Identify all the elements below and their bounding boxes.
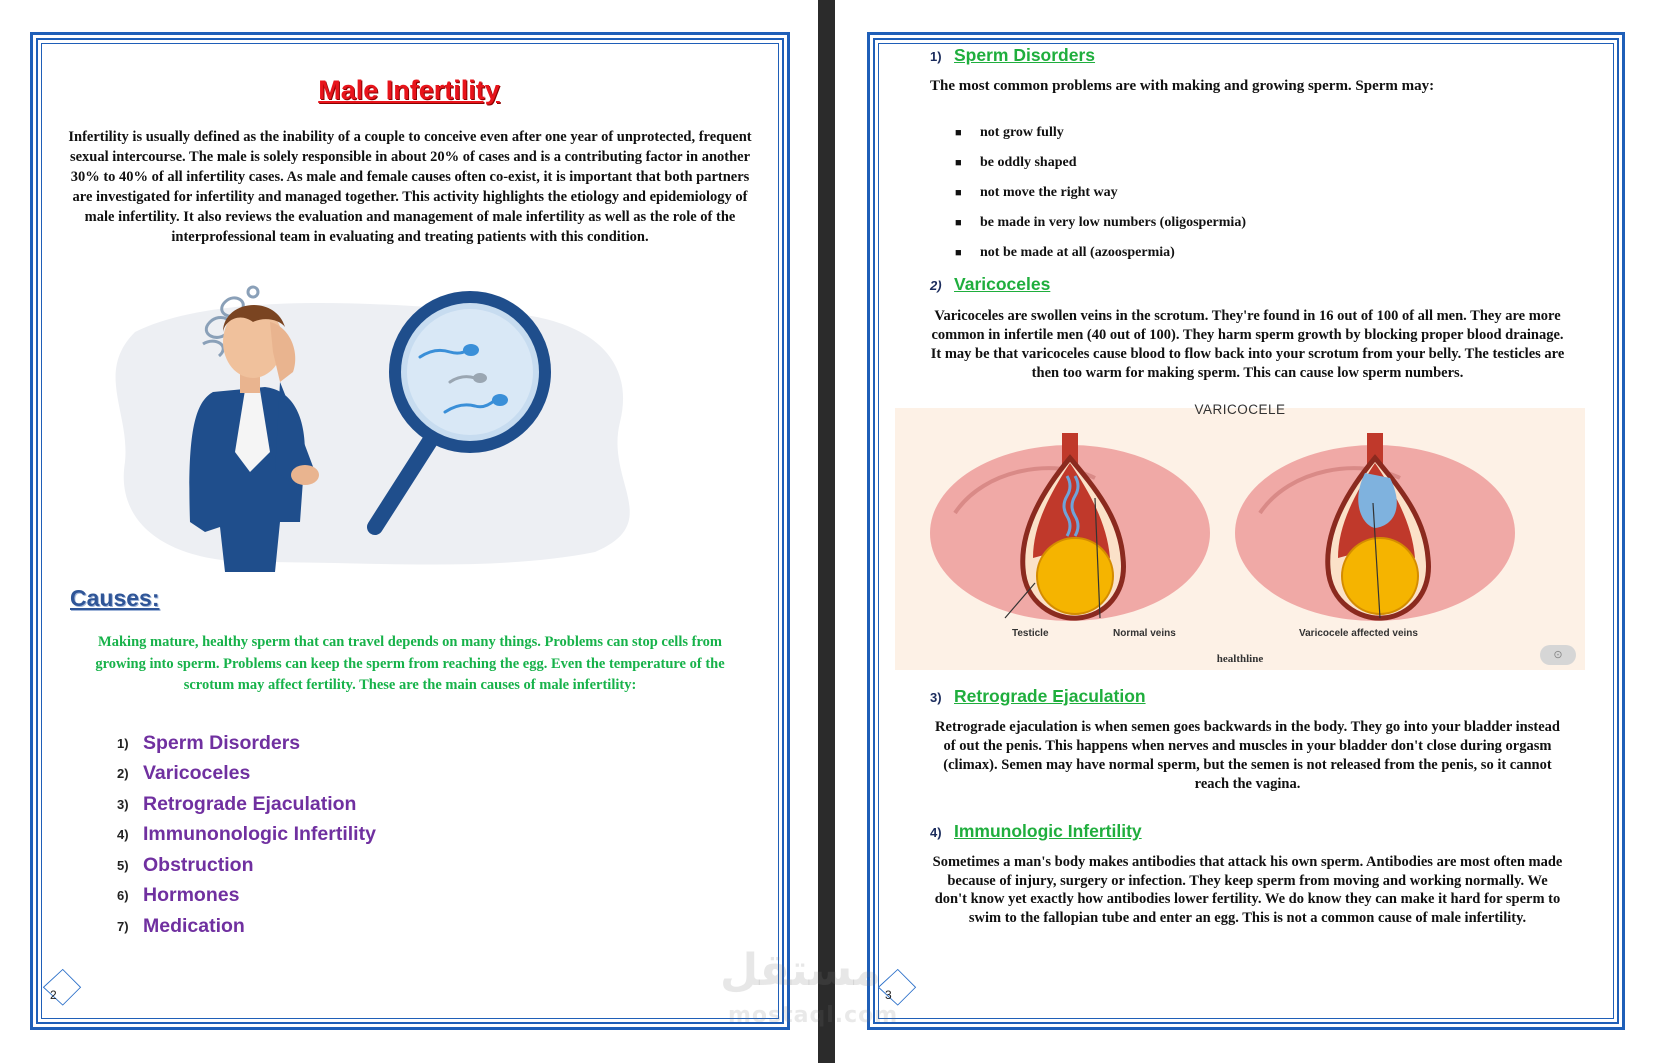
- list-item: ■ not move the right way: [955, 185, 1118, 200]
- page-title: Male Infertility: [318, 75, 500, 105]
- bullet-icon: ■: [955, 157, 962, 169]
- causes-intro: Making mature, healthy sperm that can travel depends on many things. Problems can stop cells from growing into sperm. Problems can keep the sperm from reaching the egg. Even the temperature of the scrotum may affect fertility. These are the main causes of male infertility:: [95, 634, 725, 693]
- diamond-icon: [877, 968, 917, 1008]
- sperm-bullet-list: [955, 118, 1246, 268]
- label-testicle: Testicle: [1012, 628, 1049, 639]
- cause-label: Obstruction: [143, 853, 254, 876]
- cause-label: Retrograde Ejaculation: [143, 792, 357, 815]
- section-heading-varicoceles: 2) Varicoceles: [930, 274, 1051, 294]
- page-divider: [818, 0, 835, 1063]
- causes-list: [117, 728, 376, 942]
- figure-title: VARICOCELE: [1194, 402, 1286, 417]
- immunologic-paragraph: Sometimes a man's body makes antibodies that attack his own sperm. Antibodies are most often made because of injury, surgery or infection. They keep sperm from moving and working normally. We don't know yet exactly how antibodies lower fertility. We do know they can make it hard for sperm to swim to the fallopian tube and enter an egg. This is not a common cause of male infertility.: [932, 854, 1563, 926]
- list-item: ■ not be made at all (azoospermia): [955, 245, 1175, 260]
- label-affected-veins: Varicocele affected veins: [1299, 628, 1418, 639]
- varicoceles-paragraph: Varicoceles are swollen veins in the scrotum. They're found in 16 out of 100 of all men. They are more common in infertile men (40 out of 100). They harm sperm growth by blocking proper blood drainage. It may be that varicoceles cause blood to flow back into your scrotum from your belly. The testicles are then too warm for making sperm. This can cause low sperm numbers.: [930, 308, 1565, 381]
- varicocele-figure: [895, 402, 1585, 670]
- bullet-icon: ■: [955, 187, 962, 199]
- page-number: 3: [885, 988, 892, 1002]
- sperm-lead-text: The most common problems are with making and growing sperm. Sperm may:: [930, 78, 1435, 94]
- section-heading-immunologic: 4) Immunologic Infertility: [930, 821, 1142, 841]
- list-item: 7) Medication: [117, 914, 245, 937]
- list-item: 4) Immunonologic Infertility: [117, 823, 376, 846]
- bullet-icon: ■: [955, 247, 962, 259]
- bullet-icon: ■: [955, 127, 962, 139]
- section-heading-retrograde: 3) Retrograde Ejaculation: [930, 686, 1146, 706]
- list-item: ■ be made in very low numbers (oligospermia): [955, 215, 1246, 230]
- cause-label: Varicoceles: [143, 762, 251, 785]
- causes-heading: Causes:: [70, 585, 160, 611]
- label-normal-veins: Normal veins: [1113, 628, 1176, 639]
- list-item: 3) Retrograde Ejaculation: [117, 792, 357, 815]
- varicocele-diagram: [895, 408, 1585, 670]
- list-item: 6) Hormones: [117, 884, 240, 907]
- section-heading-sperm-disorders: 1) Sperm Disorders: [930, 45, 1096, 65]
- intro-paragraph: Infertility is usually defined as the inability of a couple to conceive even after one year of unprotected, frequent sexual intercourse. The male is solely responsible in about 20% of cases and is a contributing factor in another 30% to 40% of all infertility cases. As male and female causes often co-exist, it is important that both partners are investigated for infertility and managed together. This activity highlights the etiology and epidemiology of male infertility. It also reviews the evaluation and management of male infertility as well as the role of the interprofessional team in evaluating and treating patients with this condition.: [68, 129, 752, 245]
- image-search-icon[interactable]: ⊙: [1540, 645, 1576, 665]
- cause-label: Hormones: [143, 884, 240, 907]
- healthline-logo: healthline: [1216, 653, 1264, 665]
- bullet-icon: ■: [955, 217, 962, 229]
- infertility-illustration: [75, 272, 715, 572]
- page-number-mark: [42, 968, 82, 1008]
- list-item: 5) Obstruction: [117, 853, 254, 876]
- page-number-mark: [877, 968, 917, 1008]
- list-item: 2) Varicoceles: [117, 762, 251, 785]
- list-item: ■ be oddly shaped: [955, 155, 1077, 170]
- page-number: 2: [50, 988, 57, 1002]
- cause-label: Medication: [143, 914, 245, 937]
- watermark-url: mostaql.com: [728, 1003, 899, 1028]
- cause-label: Immunonologic Infertility: [143, 823, 376, 846]
- retrograde-paragraph: Retrograde ejaculation is when semen goes backwards in the body. They go into your bladder instead of out the penis. This happens when nerves and muscles in your bladder don't close during orgasm (climax). Semen may have normal sperm, but the semen is not released from the penis, so it cannot reach the vagina.: [935, 719, 1560, 792]
- watermark-logo: مستقل: [720, 945, 881, 996]
- list-item: 1) Sperm Disorders: [117, 731, 301, 754]
- cause-label: Sperm Disorders: [143, 731, 301, 754]
- diamond-icon: [42, 968, 82, 1008]
- list-item: ■ not grow fully: [955, 125, 1064, 140]
